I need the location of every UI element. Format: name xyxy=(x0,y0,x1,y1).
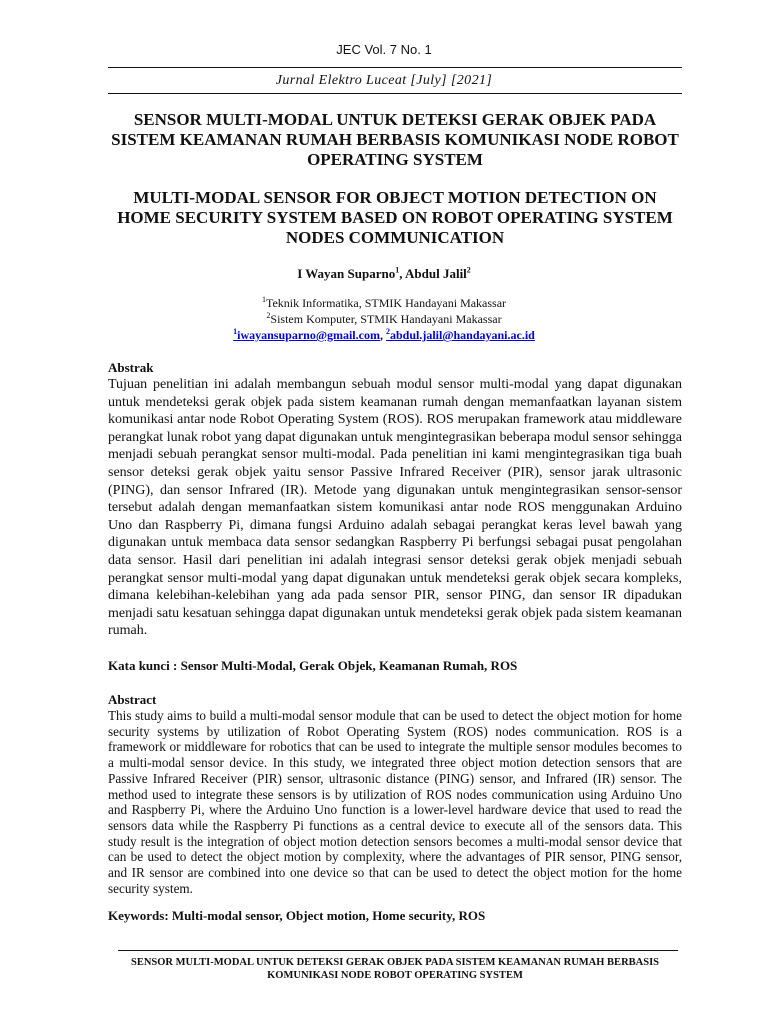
abstract-body: This study aims to build a multi-modal sensor module that can be used to detect the object motion for home security systems by utilization of Robot Operating System (ROS) nodes communication. ROS is a framework or middleware for robotics that can be used to integrate the multiple sensor modules becomes to a multi-modal sensor device. In this study, we integrated three object motion detection sensors that are Passive Infrared Receiver (PIR) sensor, ultrasonic distance (PING) sensor, and Infrared (IR) sensor. The method used to integrate these sensors is by utilization of ROS nodes communication using Arduino Uno and Raspberry Pi, where the Arduino Uno function is a lower-level hardware device that used to read the sensors data while the Raspberry Pi functions as a central device to execute all of the sensors data. This study result is the integration of object motion detection sensors becomes a multi-modal sensor device that can be used to detect the object motion by complexity, where the advantages of PIR sensor, PING sensor, and IR sensor are combined into one device so that can be used to detect the object motion for the home security system. xyxy=(108,708,682,896)
email-1-text: iwayansuparno@gmail.com xyxy=(237,328,380,342)
running-head: JEC Vol. 7 No. 1 xyxy=(336,42,432,57)
author-2-sup: 2 xyxy=(466,265,471,275)
abstrak-heading: Abstrak xyxy=(108,360,154,375)
footer-title: SENSOR MULTI-MODAL UNTUK DETEKSI GERAK OBJEK PADA SISTEM KEAMANAN RUMAH BERBASIS KOMUNIKASI NODE ROBOT OPERATING SYSTEM xyxy=(131,957,659,981)
email-line xyxy=(0,328,768,343)
abstract-heading: Abstract xyxy=(108,692,157,707)
footer-rule xyxy=(118,950,678,951)
kata-kunci: Kata kunci : Sensor Multi-Modal, Gerak Objek, Keamanan Rumah, ROS xyxy=(108,658,518,673)
email-link-1[interactable] xyxy=(233,328,380,342)
header-rule-top xyxy=(108,67,682,68)
author-line xyxy=(0,266,768,282)
affiliation-1 xyxy=(0,296,768,311)
author-separator: , xyxy=(399,266,406,281)
affiliation-2 xyxy=(0,312,768,327)
affiliation-2-text: Sistem Komputer, STMIK Handayani Makassar xyxy=(270,312,502,326)
author-1-sup: 1 xyxy=(395,265,400,275)
email-2-sup: 2 xyxy=(385,327,390,336)
header-rule-bottom xyxy=(108,93,682,94)
email-link-2[interactable] xyxy=(386,328,535,342)
title-english: MULTI-MODAL SENSOR FOR OBJECT MOTION DETECTION ON HOME SECURITY SYSTEM BASED ON ROBOT OPERATING SYSTEM NODES COMMUNICATION xyxy=(117,188,673,247)
affiliation-1-text: Teknik Informatika, STMIK Handayani Makassar xyxy=(265,296,507,310)
keywords-english: Keywords: Multi-modal sensor, Object motion, Home security, ROS xyxy=(108,908,486,923)
email-separator: , xyxy=(379,328,386,342)
title-indonesian: SENSOR MULTI-MODAL UNTUK DETEKSI GERAK OBJEK PADA SISTEM KEAMANAN RUMAH BERBASIS KOMUNIKASI NODE ROBOT OPERATING SYSTEM xyxy=(111,110,679,169)
author-1: I Wayan Suparno xyxy=(297,266,396,281)
email-1-sup: 1 xyxy=(233,327,238,336)
affiliation-1-sup: 1 xyxy=(261,295,266,304)
email-2-text: abdul.jalil@handayani.ac.id xyxy=(389,328,535,342)
journal-line: Jurnal Elektro Luceat [July] [2021] xyxy=(275,73,493,88)
affiliation-2-sup: 2 xyxy=(266,311,271,320)
author-2: Abdul Jalil xyxy=(405,266,467,281)
abstrak-body: Tujuan penelitian ini adalah membangun sebuah modul sensor multi-modal yang dapat digunakan untuk mendeteksi gerak objek pada sistem keamanan rumah dengan memanfaatkan layanan sistem komunikasi antar node Robot Operating System (ROS). ROS merupakan framework atau middleware perangkat lunak robot yang dapat digunakan untuk mengintegrasikan beberapa modul sensor sehingga menjadi sebuah perangkat sensor multi-modal. Pada penelitian ini kami mengintegrasikan tiga buah sensor deteksi gerak objek yaitu sensor Passive Infrared Receiver (PIR), sensor jarak ultrasonic (PING), dan sensor Infrared (IR). Metode yang digunakan untuk mengintegrasikan sensor-sensor tersebut adalah dengan memanfaatkan sistem komunikasi antar node ROS menggunakan Arduino Uno dan Raspberry Pi, dimana fungsi Arduino adalah sebagai perangkat keras level bawah yang digunakan untuk membaca data sensor sedangkan Raspberry Pi berfungsi sebagai pusat pengolahan data sensor. Hasil dari penelitian ini adalah integrasi sensor deteksi gerak objek menjadi sebuah perangkat sensor multi-modal yang dapat digunakan untuk mendeteksi gerak objek secara kompleks, dimana kelebihan-kelebihan yang ada pada sensor PIR, sensor PING, dan sensor IR dipadukan menjadi satu kesatuan sehingga dapat digunakan untuk mendeteksi gerak objek pada sistem keamanan rumah. xyxy=(108,377,682,639)
